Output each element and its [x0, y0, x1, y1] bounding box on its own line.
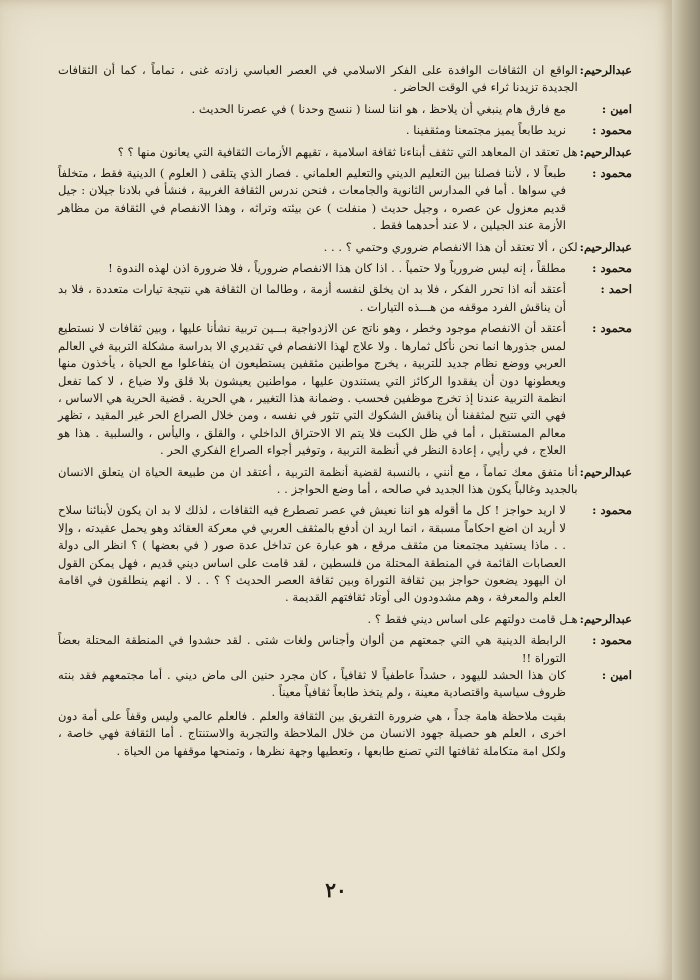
speaker-label: محمود : — [592, 503, 632, 518]
dialogue-entry — [58, 667, 632, 760]
speaker-label: امين : — [601, 668, 632, 682]
dialogue-transcript — [58, 62, 632, 764]
speaker-label: محمود : — [592, 633, 632, 648]
speech-text: أعتقد أن الانفصام موجود وخطر ، وهو ناتج عن الازدواجية بـــين تربية نشأنا عليها ، وبين ثقافات لا نستطيع لمس جذورها انما نحن نأكل ثمارها . ولا علاج لهذا الانفصام في تقديري الا بدراسة مشكلة التربية في العالم العربي ووضع نظام جديد للتربية ، يخرج مواطنين مثقفين يستطيعون ان يتفاعلوا مع الحياة ، يأخذون منها ويعطونها دون أن يفقدوا الركائز التي يستندون عليها ، مواطنين يعيشون بلا قلق ولا ضياع ، لا كما تفعل انظمة التربية عندنا إذ تخرج موظفين فحسب . وضمانة هذا التغيير ، هي الحرية . قضية الحرية هي الاساس ، فهي التي تتيح لمثقفنا أن يناقش الشكوك التي تثور في نفسه ، ومن خلال الصراع الحر غير المقيد ، تظهر معالم المستقبل ، أما في ظل الكبت فلا يتم الا الاحتراق الداخلي ، والقلق ، واليأس ، والسلبية . هذا هو العلاج ، في رأيي ، إعادة النظر في أنظمة التربية ، وتوفير أجواء الصراع الفكري الحر . — [58, 321, 566, 458]
dialogue-entry — [58, 281, 632, 316]
dialogue-entry — [58, 464, 632, 499]
dialogue-entry — [58, 144, 632, 161]
speech-text: نريد طابعاً يميز مجتمعنا ومثقفينا . — [405, 123, 566, 138]
speech-paragraph: كان هذا الحشد لليهود ، حشداً عاطفياً لا ثقافياً ، كان مجرد حنين الى ماض ديني . أما مجتمعهم فقد بنته ظروف سياسية واقتصادية معينة ، ولم يتخذ طابعاً ثقافياً معيناً . — [58, 668, 566, 700]
dialogue-entry — [58, 502, 632, 606]
speaker-label: محمود : — [592, 166, 632, 181]
speaker-label: عبدالرحيم: — [579, 611, 632, 626]
speaker-label: محمود : — [592, 321, 632, 336]
dialogue-entry — [58, 239, 632, 256]
page-edge — [672, 0, 700, 980]
speaker-label: امين : — [601, 101, 632, 116]
page-number: ٢٠ — [325, 878, 347, 902]
speech-block — [58, 502, 566, 606]
speaker-label: محمود : — [592, 123, 632, 138]
dialogue-entry — [58, 632, 632, 667]
dialogue-entry — [58, 260, 632, 277]
speech-text: أعتقد أنه اذا تحرر الفكر ، فلا بد ان يخلق لنفسه أزمة ، وطالما ان الثقافة هي نتيجة تيارات متعددة ، فلا بد أن يناقش الفرد موقفه من هـــذه التيارات . — [58, 282, 566, 314]
speaker-label: عبدالرحيم: — [579, 144, 632, 159]
speech-text: الواقع ان الثقافات الوافدة على الفكر الاسلامي في العصر العباسي زادته غنى ، تماماً ، كما أن الثقافات الجديدة تزيدنا ثراء في الوقت الحاضر . — [58, 63, 578, 95]
speech-text: لكن ، ألا تعتقد أن هذا الانفصام ضروري وحتمي ؟ . . . — [323, 239, 578, 254]
speaker-label: احمد : — [600, 282, 632, 297]
speech-text: مطلقاً ، إنه ليس ضرورياً ولا حتمياً . . اذا كان هذا الانفصام ضرورياً ، فلا ضرورة اذن لهذه الندوة ! — [108, 261, 566, 276]
speech-text: الرابطة الدينية هي التي جمعتهم من ألوان وأجناس ولغات شتى . لقد حشدوا في المنطقة المحتلة بعضاً التوراة !! — [58, 633, 566, 665]
dialogue-entry — [58, 101, 632, 118]
dialogue-entry — [58, 165, 632, 235]
speech-text: مع فارق هام ينبغي أن يلاحظ ، هو اننا لسنا ( ننسج وحدنا ) في عصرنا الحديث . — [191, 101, 566, 116]
speech-text: هل تعتقد ان المعاهد التي تثقف أبناءنا ثقافة اسلامية ، تقيهم الأزمات الثقافية التي يعانون منها ؟ ؟ — [117, 144, 578, 159]
dialogue-entry — [58, 62, 632, 97]
speaker-label: عبدالرحيم: — [579, 63, 632, 77]
speech-text: أنا متفق معك تماماً ، مع أنني ، بالنسبة لقضية أنظمة التربية ، أعتقد ان من طبيعة الحياة ان يتعلق الانسان بالجديد وغالباً يكون هذا الجديد في صالحه ، أما وضع الحواجز . . — [58, 464, 578, 496]
speech-block — [58, 667, 566, 760]
dialogue-entry — [58, 611, 632, 628]
speech-paragraph: بقيت ملاحظة هامة جداً ، هي ضرورة التفريق بين الثقافة والعلم . فالعلم عالمي وليس وقفاً على أمة دون اخرى ، العلم هو حصيلة جهود الانسان من خلال الملاحظة والتجربة والاستنتاج . أما الثقافة فهي خاصة ، ولكل امة متكاملة ثقافتها التي تصنع طابعها ، وتعطيها وجهة نظرها ، وتمنحها موقفها من الحياة . — [58, 708, 566, 758]
dialogue-entry — [58, 320, 632, 459]
speaker-label: محمود : — [592, 261, 632, 276]
speaker-label: عبدالرحيم: — [579, 239, 632, 254]
speech-paragraph: لا اريد حواجز ! كل ما أقوله هو اننا نعيش في عصر تصطرع فيه الثقافات ، لذلك لا بد ان يكون لأبنائنا سلاح لا أريد ان اضع احكاماً مسبقة ، انما اريد ان أدفع بالمثقف العربي في معركة العقائد وهو يحمل عقيدته ، وإلا . . ماذا يستفيد مجتمعنا من مثقف مرقع ، هو عبارة عن تداخل عدة صور ( في بعضها ) ؟ انظر الى دولة العصابات القائمة في المنطقة المحتلة من فلسطين ، لقد قامت على اساس ديني قديم ، فهل يمكن القول ان اليهود يضعون حواجز بين ثقافة التوراة وبين ثقافة العصر الحديث ؟ ؟ . . لا . انهم ينطلقون في اقامة العلم والمعرفة ، وهم مشدودون الى أوتاد ثقافتهم القديمة . — [58, 503, 566, 605]
speech-text: هـل قامت دولتهم على اساس ديني فقط ؟ . — [367, 611, 578, 626]
speech-text: طبعاً لا ، لأننا فصلنا بين التعليم الديني والتعليم العلماني . فصار الذي يتلقى ( العلوم ) الدينية فقط ، متخلفاً في سواها . أما في المدارس الثانوية والجامعات ، فنحن ندرس الثقافة الغربية ، فنشأ في بلادنا جيلان : جيل قديم معزول عن عصره ، وجيل حديث ( منفلت ) عن بيئته وتراثه ، وهذا الانفصام في الثقافة من مظاهر الأزمة عند الجيلين ، لا عند أحدهما فقط . — [58, 166, 566, 233]
speaker-label: عبدالرحيم: — [579, 464, 632, 479]
dialogue-entry — [58, 122, 632, 139]
